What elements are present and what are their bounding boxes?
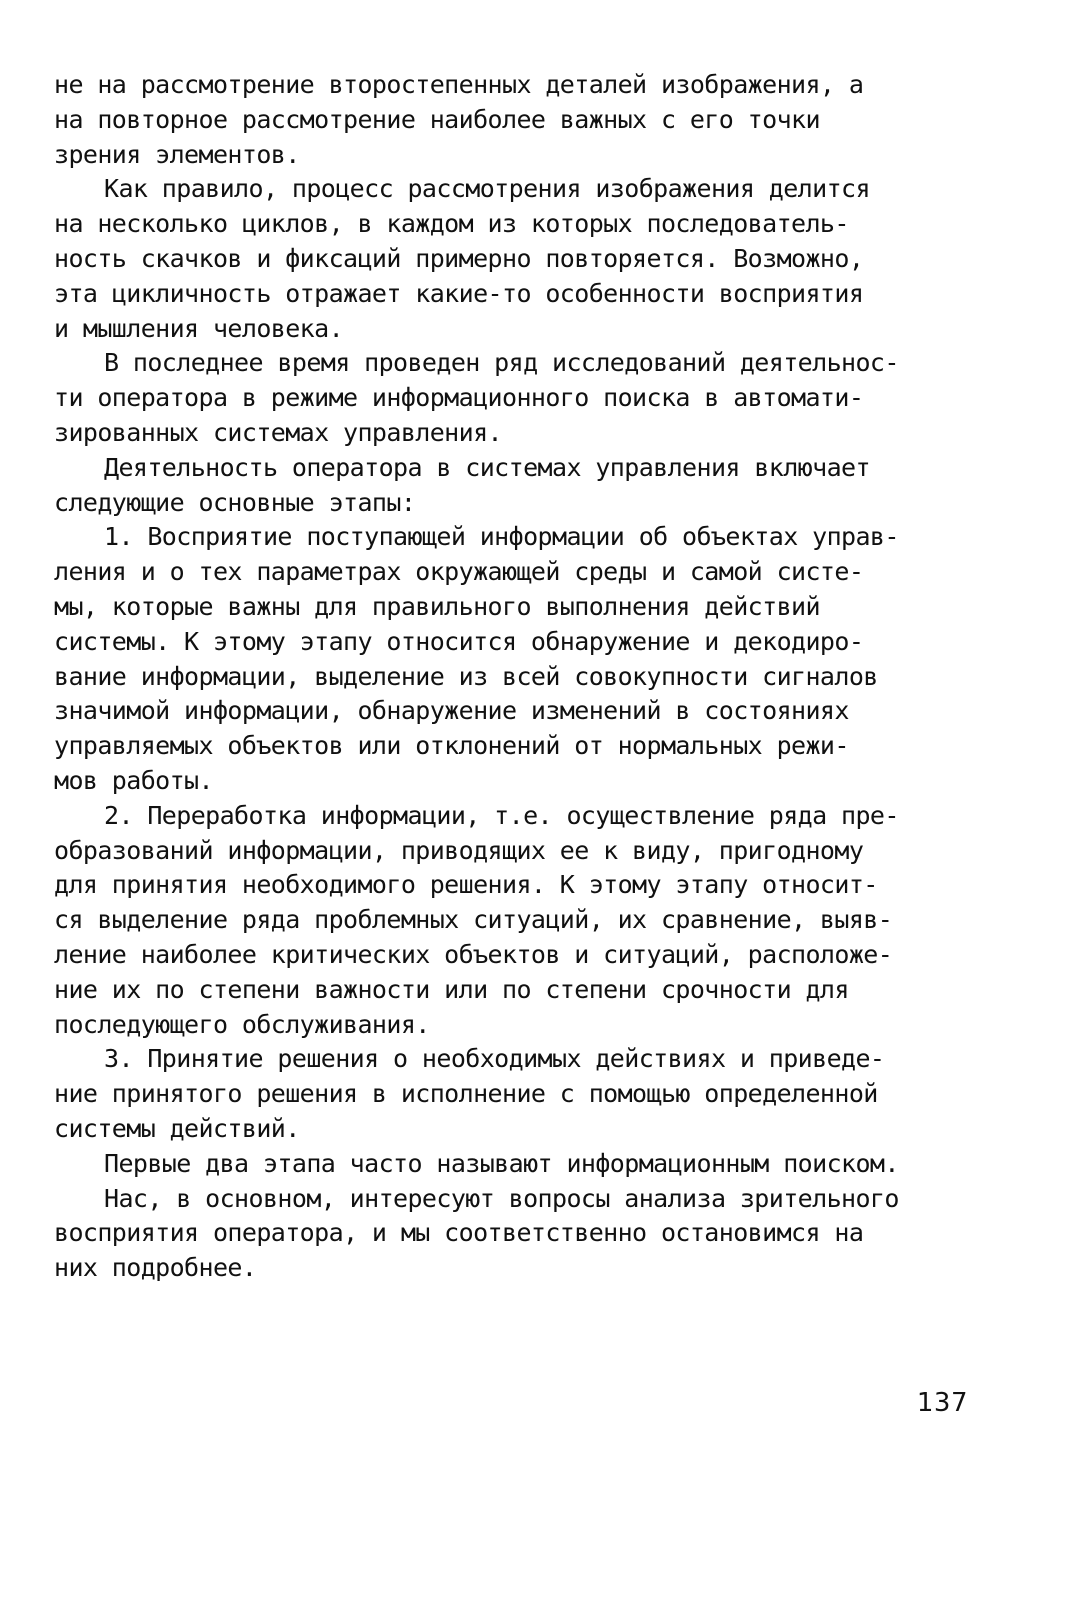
text-line: образований информации, приводящих ее к виду, пригодному	[54, 835, 864, 865]
paragraph-first-line: Деятельность оператора в системах управления включает	[104, 452, 870, 482]
list-item-3-first-line: 3. Принятие решения о необходимых действиях и приведе-	[104, 1044, 885, 1074]
paragraph-first-line: В последнее время проведен ряд исследований деятельнос-	[104, 348, 899, 378]
text-line: зированных системах управления.	[54, 417, 502, 447]
page-number: 137	[916, 1388, 968, 1418]
text-line: на несколько циклов, в каждом из которых последователь-	[54, 209, 849, 239]
text-line: ление наиболее критических объектов и ситуаций, расположе-	[54, 939, 893, 969]
text-line: мы, которые важны для правильного выполнения действий	[54, 591, 820, 621]
paragraph-first-line: Первые два этапа часто называют информационным поиском.	[104, 1148, 899, 1178]
text-line: ние принятого решения в исполнение с помощью определенной	[54, 1079, 878, 1109]
paragraph-first-line: Как правило, процесс рассмотрения изображения делится	[104, 174, 870, 204]
text-line: на повторное рассмотрение наиболее важных с его точки	[54, 104, 820, 134]
text-line: восприятия оператора, и мы соответственно остановимся на	[54, 1218, 864, 1248]
text-line: системы действий.	[54, 1113, 300, 1143]
body-text	[54, 68, 1004, 1286]
text-line: последующего обслуживания.	[54, 1009, 430, 1039]
list-item-1-first-line: 1. Восприятие поступающей информации об объектах управ-	[104, 522, 899, 552]
text-line: зрения элементов.	[54, 139, 300, 169]
text-line: ние их по степени важности или по степени срочности для	[54, 974, 849, 1004]
text-line: и мышления человека.	[54, 313, 344, 343]
text-line: эта цикличность отражает какие-то особенности восприятия	[54, 278, 864, 308]
text-line: ность скачков и фиксаций примерно повторяется. Возможно,	[54, 243, 864, 273]
paragraph-first-line: Нас, в основном, интересуют вопросы анализа зрительного	[104, 1183, 899, 1213]
list-item-2-first-line: 2. Переработка информации, т.е. осуществление ряда пре-	[104, 800, 899, 830]
text-line: них подробнее.	[54, 1253, 257, 1283]
text-line: управляемых объектов или отклонений от нормальных режи-	[54, 731, 849, 761]
text-line: для принятия необходимого решения. К этому этапу относит-	[54, 870, 878, 900]
text-line: системы. К этому этапу относится обнаружение и декодиро-	[54, 626, 864, 656]
text-line: ти оператора в режиме информационного поиска в автомати-	[54, 383, 864, 413]
text-line: не на рассмотрение второстепенных деталей изображения, а	[54, 70, 864, 99]
text-line: значимой информации, обнаружение изменений в состояниях	[54, 696, 849, 726]
text-line: ления и о тех параметрах окружающей среды и самой систе-	[54, 557, 864, 587]
text-line: следующие основные этапы:	[54, 487, 416, 517]
text-line: вание информации, выделение из всей совокупности сигналов	[54, 661, 878, 691]
text-line: ся выделение ряда проблемных ситуаций, их сравнение, выяв-	[54, 905, 893, 935]
text-line: мов работы.	[54, 765, 213, 795]
